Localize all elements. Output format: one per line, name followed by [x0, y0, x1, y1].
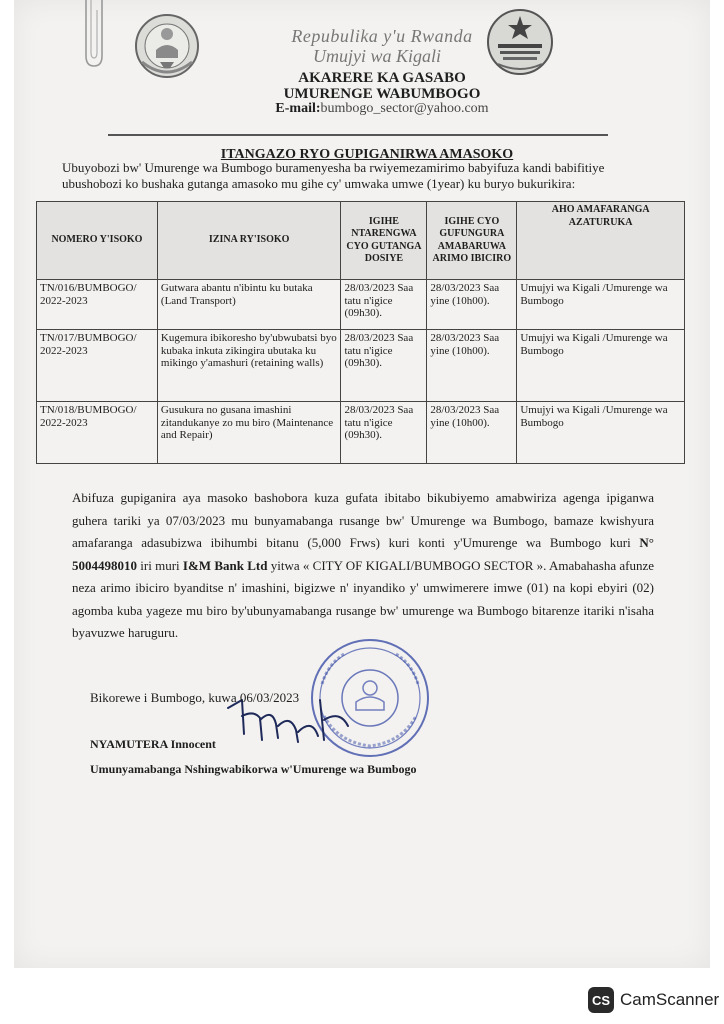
col-header-opening: IGIHE CYO GUFUNGURA AMABARUWA ARIMO IBICIRO — [427, 202, 517, 280]
body-text-mid: iri muri — [137, 557, 183, 573]
document-page — [14, 0, 710, 968]
cell-opening: 28/03/2023 Saa yine (10h00). — [427, 330, 517, 402]
cell-deadline: 28/03/2023 Saa tatu n'igice (09h30). — [341, 330, 427, 402]
cell-name: Gutwara abantu n'ibintu ku butaka (Land Transport) — [157, 280, 341, 330]
header-republic-script: Repubulika y'u Rwanda — [291, 26, 473, 46]
header-sector: UMURENGE WABUMBOGO — [283, 86, 481, 102]
col-header-deadline: IGIHE NTARENGWA CYO GUTANGA DOSIYE — [341, 202, 427, 280]
col-header-funding: AHO AMAFARANGA AZATURUKA — [517, 202, 685, 280]
cell-funding: Umujyi wa Kigali /Umurenge wa Bumbogo — [517, 280, 685, 330]
notice-title: ITANGAZO RYO GUPIGANIRWA AMASOKO — [220, 147, 514, 162]
cell-opening: 28/03/2023 Saa yine (10h00). — [427, 280, 517, 330]
body-text-end: yitwa « CITY OF KIGALI/BUMBOGO SECTOR ». Amabahasha afunze neza arimo ibiciro byanditse n' imashini, bigizwe n' inyandiko y' umwimerere imwe (01) na kopi ebyiri (02) agomba kuba yageze mu biro by'ubunyamabanga rusange bw' umurenge wa Bumbogo bitarenze itariki n'isaha byavuzwe haruguru. — [72, 557, 654, 640]
body-text-start: Abifuza gupiganira aya masoko bashobora kuza gufata ibitabo bikubiyemo amabwiriza agenga ipiganwa guhera tariki ya 07/03/2023 mu bunyamabanga rusange bw' Umurenge wa Bumbogo, bamaze kwishyura amafaranga adasubizwa ibihumbi bitanu (5,000 Frws) kuri konti y'Umurenge wa Bumbogo kuri — [72, 490, 654, 550]
account-number: N° 5004498010 — [72, 535, 654, 573]
header-divider — [108, 134, 608, 136]
bank-name: I&M Bank Ltd — [182, 557, 268, 573]
notice-intro: Ubuyobozi bw' Umurenge wa Bumbogo buramenyesha ba rwiyemezamirimo babyifuza kandi babifitiye ubushobozi ko bushaka gutanga amasoko mu gihe cy' umwaka umwe (1year) ku buryo bukurikira: — [62, 160, 605, 191]
table-row — [37, 402, 685, 464]
cell-opening: 28/03/2023 Saa yine (10h00). — [427, 402, 517, 464]
col-header-number: NOMERO Y'ISOKO — [37, 202, 158, 280]
camscanner-label: CamScanner — [620, 990, 720, 1009]
camscanner-logo-icon: CS — [588, 987, 614, 1013]
cell-funding: Umujyi wa Kigali /Umurenge wa Bumbogo — [517, 330, 685, 402]
header-district: AKARERE KA GASABO — [298, 70, 466, 86]
table-row — [37, 330, 685, 402]
cell-name: Kugemura ibikoresho by'ubwubatsi byo kubaka inkuta zikingira ubutaka ku mikingo y'amashuri (retaining walls) — [157, 330, 341, 402]
cell-deadline: 28/03/2023 Saa tatu n'igice (09h30). — [341, 402, 427, 464]
signatory-title: Umunyamabanga Nshingwabikorwa w'Umurenge wa Bumbogo — [90, 762, 417, 776]
signature-place-date: Bikorewe i Bumbogo, kuwa 06/03/2023 — [90, 690, 300, 705]
cell-deadline: 28/03/2023 Saa tatu n'igice (09h30). — [341, 280, 427, 330]
cell-number: TN/017/BUMBOGO/ 2022-2023 — [37, 330, 158, 402]
cell-name: Gusukura no gusana imashini zitandukanye zo mu biro (Maintenance and Repair) — [157, 402, 341, 464]
table-row — [37, 280, 685, 330]
tenders-table — [36, 201, 685, 464]
email-address: bumbogo_sector@yahoo.com — [320, 101, 489, 116]
header-city-script: Umujyi wa Kigali — [312, 46, 441, 66]
header-email — [0, 101, 724, 117]
cell-number: TN/018/BUMBOGO/ 2022-2023 — [37, 402, 158, 464]
signatory-name: NYAMUTERA Innocent — [90, 737, 216, 751]
col-header-name: IZINA RY'ISOKO — [157, 202, 341, 280]
table-header-row — [37, 202, 685, 280]
email-label: E-mail: — [275, 101, 321, 116]
camscanner-watermark — [588, 986, 719, 1014]
cell-funding: Umujyi wa Kigali /Umurenge wa Bumbogo — [517, 402, 685, 464]
cell-number: TN/016/BUMBOGO/ 2022-2023 — [37, 280, 158, 330]
body-paragraph — [72, 487, 654, 645]
